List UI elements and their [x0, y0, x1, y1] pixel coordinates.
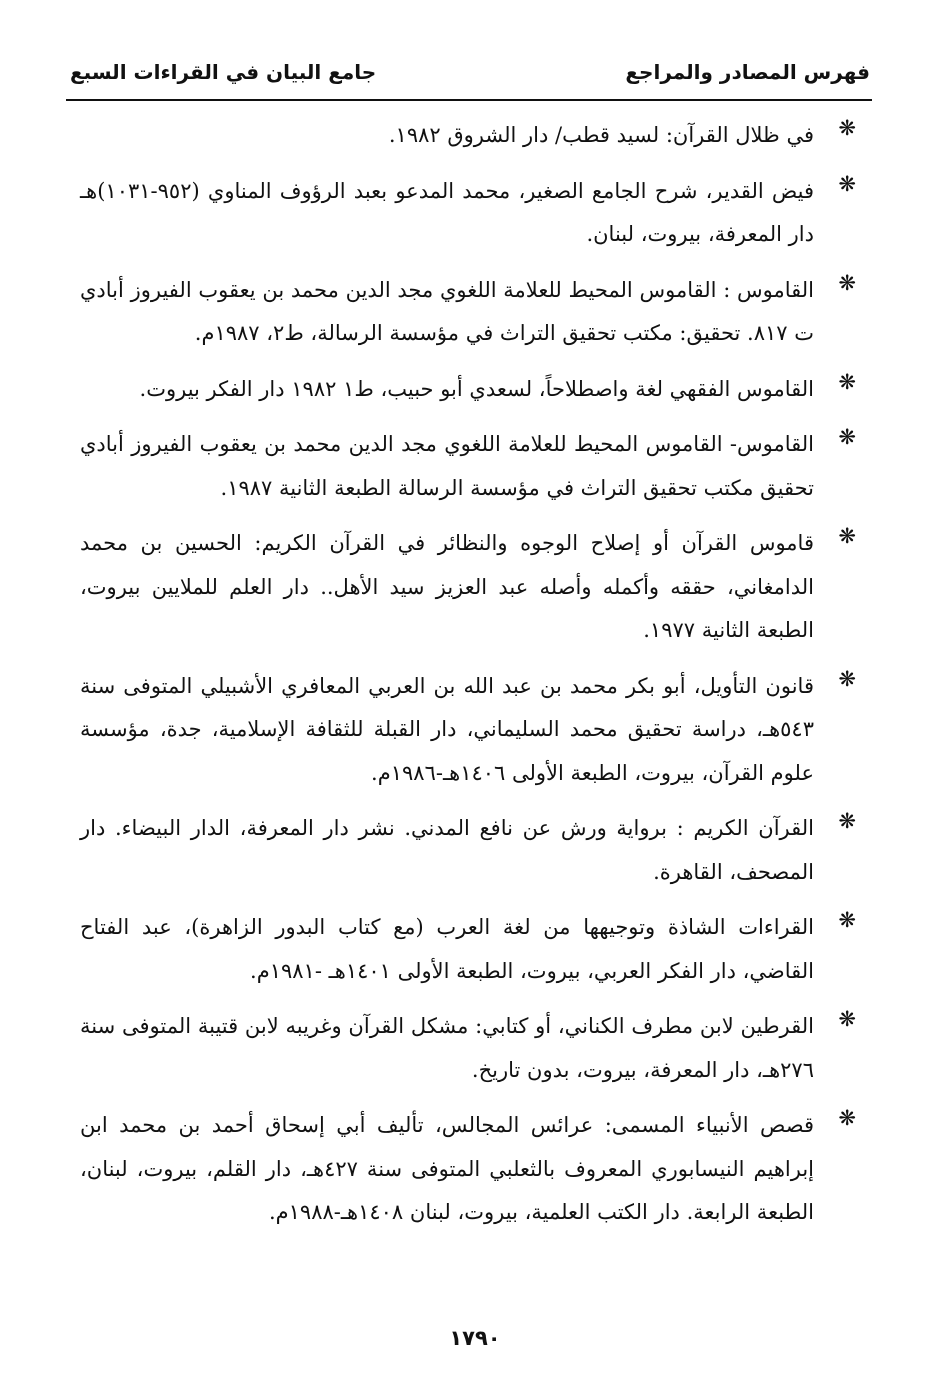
entry-text: في ظلال القرآن: لسيد قطب/ دار الشروق ١٩٨٢. — [388, 123, 814, 147]
entry-text: القاموس : القاموس المحيط للعلامة اللغوي مجد الدين محمد بن يعقوب الفيروز أبادي ت ٨١٧. تحقيق: مكتب تحقيق التراث في مؤسسة الرسالة، ط٢، ١٩٨٧م. — [80, 277, 814, 345]
bibliography-entry — [80, 522, 866, 653]
entry-text: القاموس- القاموس المحيط للعلامة اللغوي مجد الدين محمد بن يعقوب الفيروز أبادي تحقيق مكتب تحقيق التراث في مؤسسة الرسالة الطبعة الثانية ١٩٨٧. — [80, 432, 814, 500]
bibliography-entry — [80, 368, 866, 412]
bibliography-entry — [80, 807, 866, 894]
entry-text: القاموس الفقهي لغة واصطلاحاً، لسعدي أبو حبيب، ط١ ١٩٨٢ دار الفكر بيروت. — [139, 376, 814, 401]
bibliography-entry — [80, 114, 866, 158]
bibliography-entry — [80, 170, 866, 257]
bullet-icon: ❋ — [838, 666, 856, 691]
bullet-icon: ❋ — [838, 425, 856, 449]
entry-text: قاموس القرآن أو إصلاح الوجوه والنظائر في القرآن الكريم: الحسين بن محمد الدامغاني، حققه وأكمله وأصله عبد العزيز سيد الأهل.. دار العلم للملايين بيروت، الطبعة الثانية ١٩٧٧. — [80, 531, 814, 642]
bibliography-entry — [80, 1104, 866, 1235]
bibliography-entry — [80, 423, 866, 510]
entry-text: فيض القدير، شرح الجامع الصغير، محمد المدعو بعبد الرؤوف المناوي (٩٥٢-١٠٣١)هـ دار المعرفة، بيروت، لبنان. — [80, 178, 814, 246]
bullet-icon: ❋ — [838, 908, 856, 932]
section-title: فهرس المصادر والمراجع — [625, 60, 870, 84]
entry-text: قانون التأويل، أبو بكر محمد بن عبد الله بن العربي المعافري الأشبيلي المتوفى سنة ٥٤٣هـ، دراسة تحقيق محمد السليماني، دار القبلة للثقافة الإسلامية، جدة، مؤسسة علوم القرآن، بيروت، الطبعة الأولى ١٤٠٦هـ-١٩٨٦م. — [80, 673, 814, 785]
running-header — [70, 58, 870, 92]
entry-text: قصص الأنبياء المسمى: عرائس المجالس، تأليف أبي إسحاق أحمد بن محمد ابن إبراهيم النيسابوري المعروف بالثعلبي المتوفى سنة ٤٢٧هـ، دار القلم، بيروت، لبنان، الطبعة الرابعة. دار الكتب العلمية، بيروت، لبنان ١٤٠٨هـ-١٩٨٨م. — [80, 1113, 814, 1224]
bullet-icon: ❋ — [838, 369, 856, 394]
page-number: ١٧٩٠ — [449, 1326, 501, 1350]
bibliography-entry — [80, 269, 866, 356]
entry-text: القرطين لابن مطرف الكناني، أو كتابي: مشكل القرآن وغريبه لابن قتيبة المتوفى سنة ٢٧٦هـ، دار المعرفة، بيروت، بدون تاريخ. — [80, 1014, 814, 1082]
header-rule — [66, 99, 872, 101]
bullet-icon: ❋ — [838, 1007, 856, 1031]
bibliography-entry — [80, 906, 866, 993]
bullet-icon: ❋ — [838, 1106, 856, 1130]
entry-text: القرآن الكريم : برواية ورش عن نافع المدني. نشر دار المعرفة، الدار البيضاء. دار المصحف، القاهرة. — [80, 816, 814, 884]
bullet-icon: ❋ — [838, 171, 856, 196]
book-title: جامع البيان في القراءات السبع — [70, 60, 377, 84]
bullet-icon: ❋ — [838, 524, 856, 548]
bibliography-list — [80, 114, 866, 1247]
bullet-icon: ❋ — [838, 116, 856, 140]
bullet-icon: ❋ — [838, 270, 856, 295]
bullet-icon: ❋ — [838, 809, 856, 833]
entry-text: القراءات الشاذة وتوجيهها من لغة العرب (مع كتاب البدور الزاهرة)، عبد الفتاح القاضي، دار الفكر العربي، بيروت، الطبعة الأولى ١٤٠١هـ -١٩٨١م. — [80, 915, 814, 983]
bibliography-entry — [80, 665, 866, 796]
bibliography-entry — [80, 1005, 866, 1092]
